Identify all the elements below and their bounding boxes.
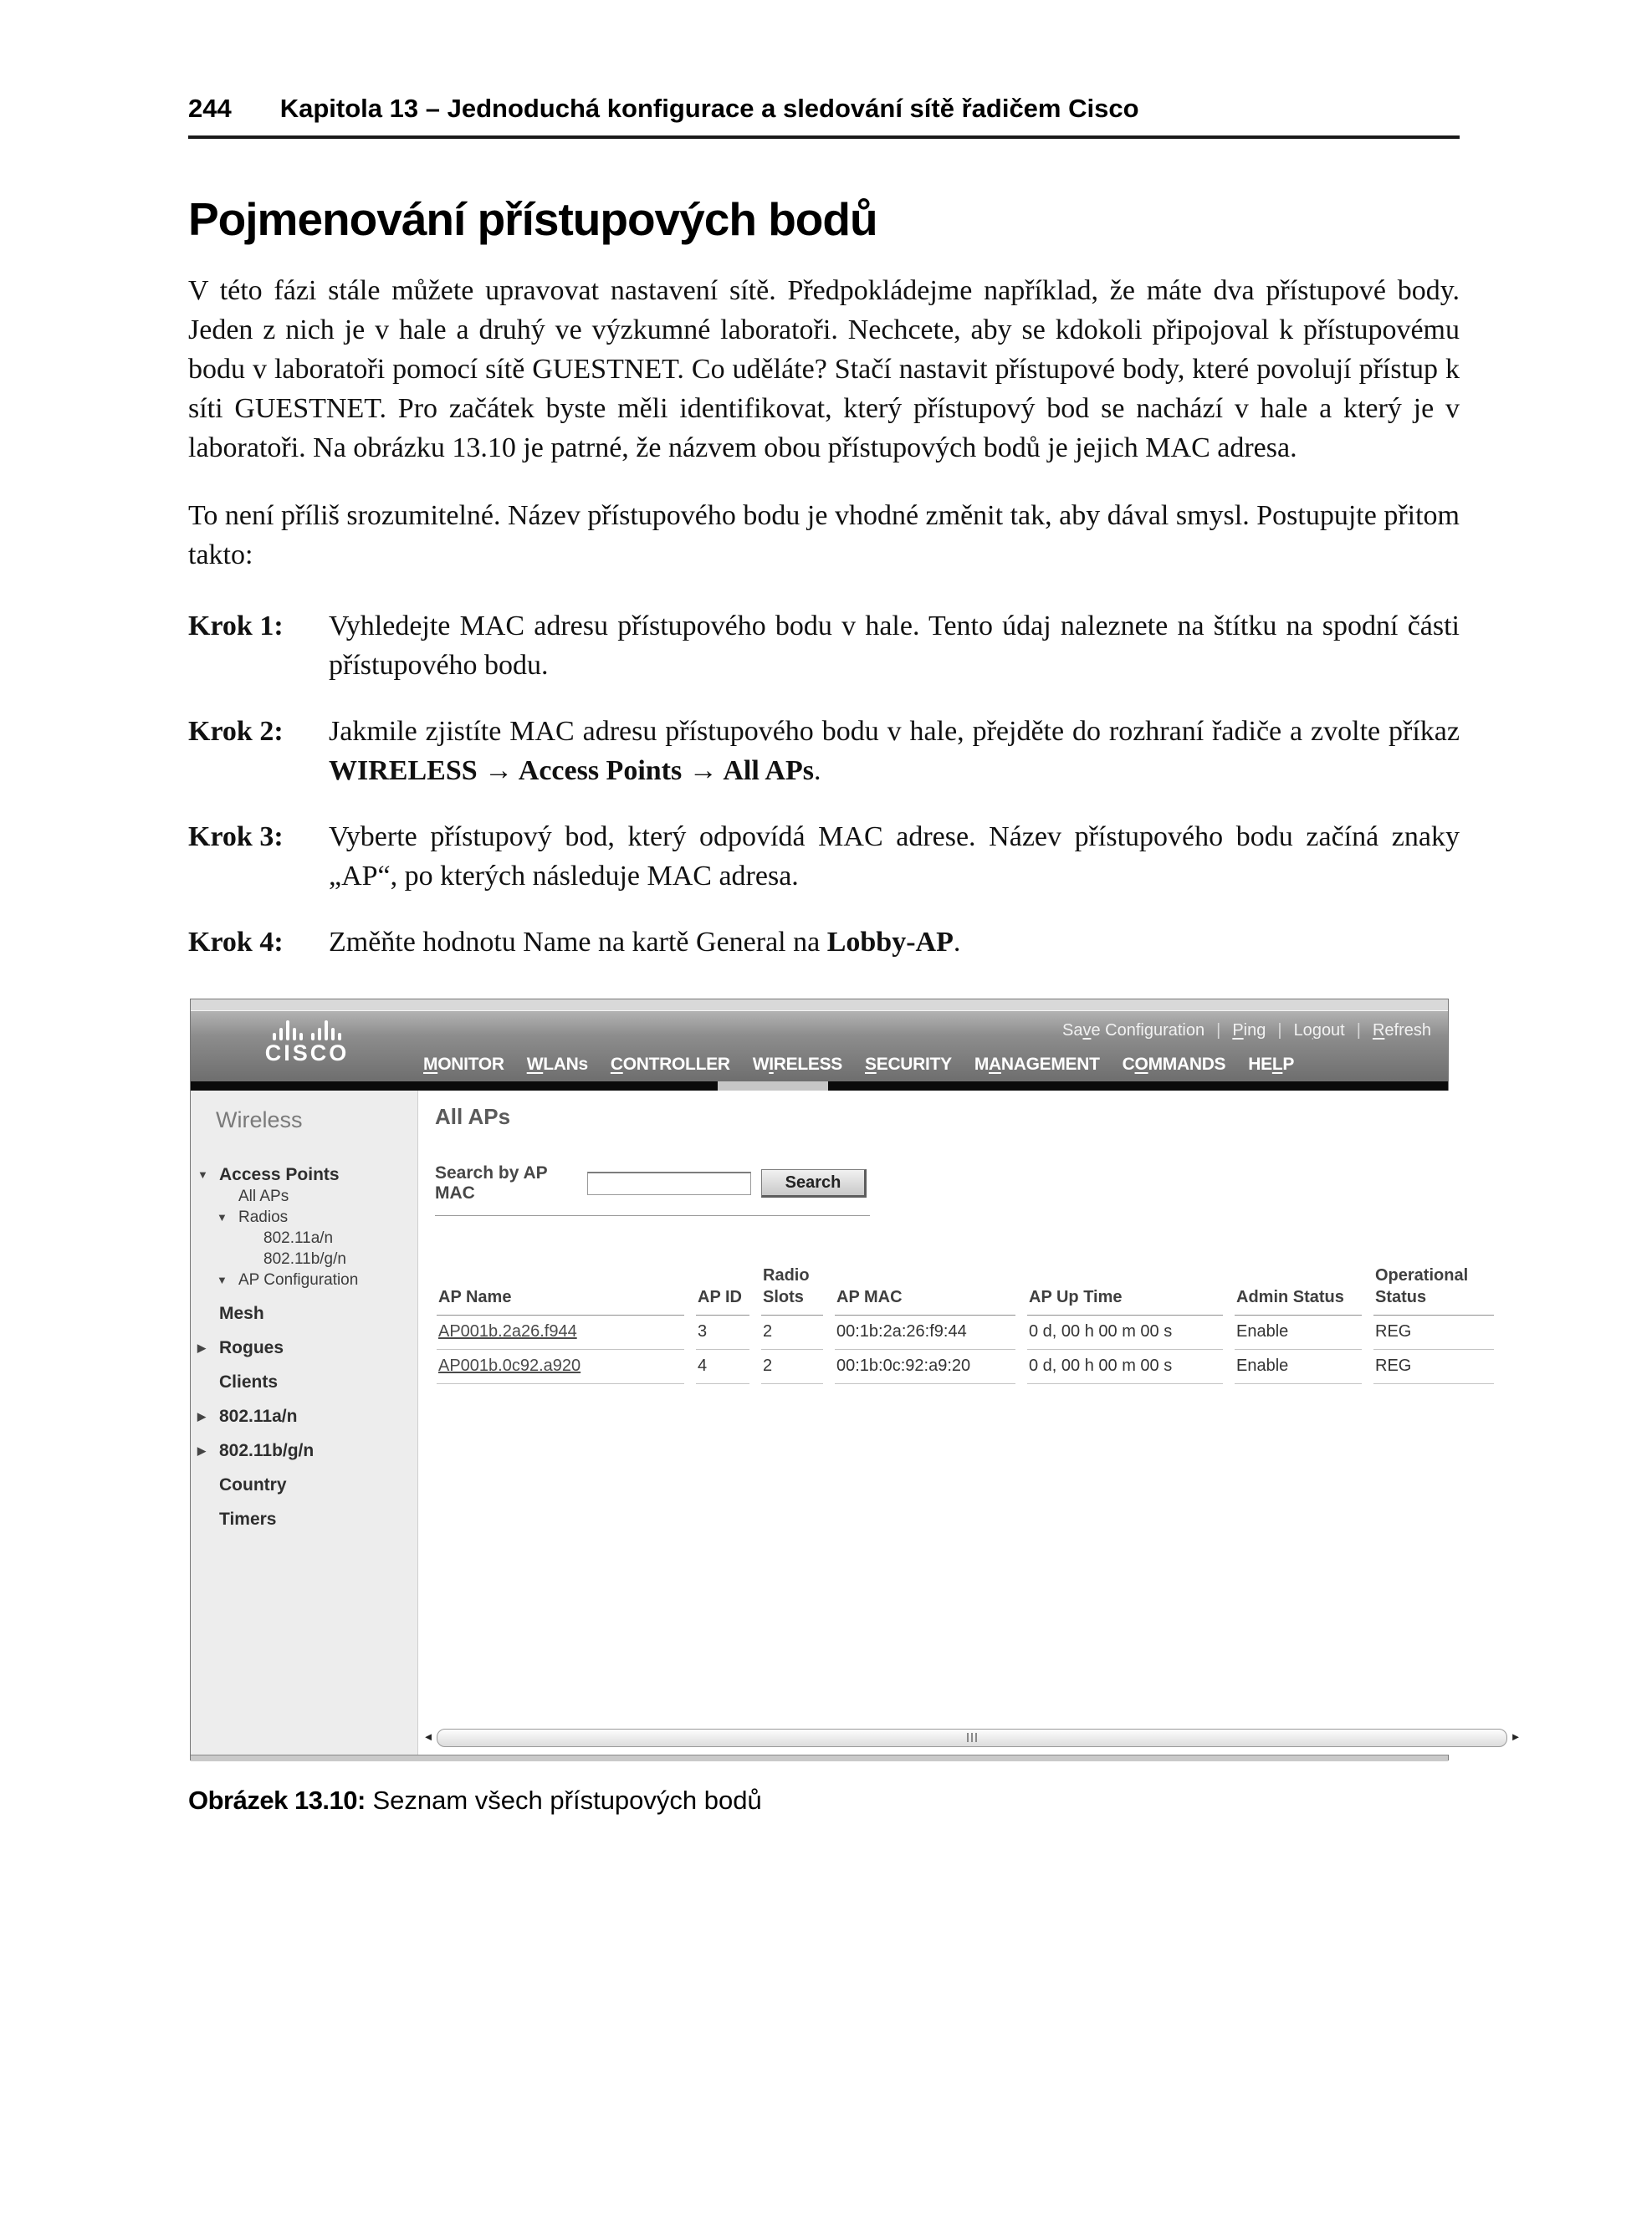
step-item: [188, 712, 1460, 790]
ap-col-header: AP ID: [696, 1265, 749, 1316]
step-text-bold: Lobby-AP: [826, 927, 954, 958]
ap-data-cell: 2: [761, 1350, 823, 1384]
paragraph-1: V této fázi stále můžete upravovat nastavení sítě. Předpokládejme například, že máte dva přístupové body. Jeden z nich je v hale a druhý ve výzkumné laboratoři. Nechcete, aby se kdokoli připojoval k přístupovému bodu v laboratoři pomocí sítě GUESTNET. Co uděláte? Stačí nastavit přístupové body, které povolují přístup k síti GUESTNET. Pro začátek byste měli identifikovat, který přístupový bod se nachází v hale a který je v laboratoři. Na obrázku 13.10 je patrné, že názvem obou přístupových bodů je jejich MAC adresa.: [188, 275, 1460, 463]
ap-col-header: AP Up Time: [1027, 1265, 1223, 1316]
menu-underline-bar: [191, 1081, 1448, 1091]
table-row: [437, 1316, 1494, 1350]
menu-item-help[interactable]: HELP: [1248, 1055, 1295, 1074]
ap-col-header: Radio Slots: [761, 1265, 823, 1316]
sidebar-item-802-11b-g-n[interactable]: ▶ 802.11b/g/n: [197, 1441, 315, 1460]
sidebar-item-802-11b-g-n[interactable]: 802.11b/g/n: [263, 1250, 346, 1268]
cisco-logo-bars-icon: [253, 1019, 361, 1040]
search-divider: [435, 1215, 870, 1216]
sidebar-item-timers[interactable]: Timers: [219, 1510, 277, 1529]
step-text-plain: Vyberte přístupový bod, který odpovídá MAC adrese. Název přístupového bodu začíná znaky „AP“, po kterých následuje MAC adresa.: [329, 821, 1460, 892]
chrome-link-save-configuration[interactable]: Save Configuration: [1061, 1021, 1205, 1040]
step-text-bold: Access Points: [518, 755, 683, 786]
scroll-right-icon[interactable]: ►: [1510, 1730, 1522, 1743]
figure-caption: [188, 1786, 1460, 1816]
ap-name-link[interactable]: AP001b.2a26.f944: [438, 1322, 577, 1341]
step-text-plain: .: [953, 927, 961, 958]
ap-data-cell: 4: [696, 1350, 749, 1384]
sidebar-item-mesh[interactable]: Mesh: [219, 1304, 264, 1323]
chevron-right-icon[interactable]: ▶: [197, 1444, 206, 1457]
ap-data-cell: REG: [1373, 1350, 1494, 1384]
chevron-right-icon[interactable]: ▶: [197, 1410, 206, 1423]
menu-item-management[interactable]: MANAGEMENT: [974, 1055, 1100, 1074]
ap-col-header: Admin Status: [1235, 1265, 1362, 1316]
search-label: Search by AP MAC: [435, 1163, 548, 1203]
step-text-bold: WIRELESS: [329, 755, 478, 786]
link-separator: |: [1277, 1021, 1282, 1040]
scrollbar-thumb[interactable]: [437, 1729, 1507, 1747]
ap-data-cell: 00:1b:2a:26:f9:44: [835, 1316, 1015, 1350]
cisco-logo-text: CISCO: [264, 1040, 350, 1065]
chrome-link-logout[interactable]: Logout: [1293, 1021, 1345, 1040]
page-number: 244: [188, 94, 232, 123]
ap-data-cell: 0 d, 00 h 00 m 00 s: [1027, 1316, 1223, 1350]
step-label: Krok 3:: [188, 821, 284, 852]
ap-data-cell: 0 d, 00 h 00 m 00 s: [1027, 1350, 1223, 1384]
figure-screenshot: [190, 999, 1522, 1760]
step-text-plain: .: [813, 755, 821, 786]
step-text: [329, 817, 1460, 896]
active-tab-marker: [718, 1081, 828, 1091]
step-text-bold: →: [477, 755, 519, 786]
cisco-logo: [253, 1019, 361, 1065]
step-text: [329, 712, 1460, 790]
controller-header-bar: [191, 1011, 1448, 1081]
ap-name-link[interactable]: AP001b.0c92.a920: [438, 1357, 581, 1375]
sidebar-item-rogues[interactable]: ▶ Rogues: [197, 1338, 284, 1357]
step-label: Krok 2:: [188, 716, 284, 747]
window-body: [191, 1091, 1522, 1755]
link-separator: |: [1356, 1021, 1361, 1040]
ap-data-cell: 00:1b:0c:92:a9:20: [835, 1350, 1015, 1384]
ap-data-cell: Enable: [1235, 1350, 1362, 1384]
step-item: [188, 922, 1460, 962]
scrollbar-grip-icon: [967, 1733, 977, 1742]
chevron-down-icon[interactable]: ▼: [217, 1211, 228, 1224]
step-text-bold: All APs: [723, 755, 814, 786]
ap-data-cell: Enable: [1235, 1316, 1362, 1350]
sidebar-item-802-11a-n[interactable]: 802.11a/n: [263, 1229, 334, 1247]
sidebar-item-clients[interactable]: Clients: [219, 1372, 279, 1392]
step-text-bold: →: [682, 755, 724, 786]
header-utility-links: [1062, 1021, 1431, 1040]
sidebar-item-list: [191, 1165, 417, 1530]
ap-name-cell: [437, 1316, 684, 1350]
step-text-plain: Změňte hodnotu Name na kartě General na: [329, 927, 827, 958]
chevron-down-icon[interactable]: ▼: [217, 1274, 228, 1286]
scroll-left-icon[interactable]: ◄: [422, 1730, 434, 1743]
table-row: [437, 1350, 1494, 1384]
step-item: [188, 606, 1460, 685]
ap-data-cell: 2: [761, 1316, 823, 1350]
step-label: Krok 1:: [188, 611, 284, 641]
ap-col-header: AP MAC: [835, 1265, 1015, 1316]
sidebar-item-country[interactable]: Country: [219, 1475, 287, 1495]
menu-item-security[interactable]: SECURITY: [865, 1055, 952, 1074]
ap-col-header: AP Name: [437, 1265, 684, 1316]
ap-data-cell: REG: [1373, 1316, 1494, 1350]
search-button[interactable]: Search: [761, 1169, 867, 1198]
sidebar-item-802-11a-n[interactable]: ▶ 802.11a/n: [197, 1407, 298, 1426]
chevron-down-icon[interactable]: ▼: [197, 1168, 208, 1181]
ap-table-header-row: [437, 1265, 1494, 1316]
chrome-link-ping[interactable]: Ping: [1232, 1021, 1266, 1040]
window-bottom-strip: [191, 1755, 1448, 1761]
menu-item-wireless[interactable]: WIRELESS: [752, 1055, 843, 1074]
sidebar-item-all-aps[interactable]: All APs: [238, 1188, 289, 1205]
wireless-sidebar: [191, 1091, 418, 1755]
paragraph-2: To není příliš srozumitelné. Název přístupového bodu je vhodné změnit tak, aby dával smysl. Postupujte přitom takto:: [188, 500, 1460, 570]
window-top-strip: [191, 999, 1448, 1011]
search-row: [435, 1163, 1506, 1203]
sidebar-item-ap-configuration[interactable]: ▼ AP Configuration: [217, 1271, 359, 1289]
all-aps-pane: [418, 1091, 1526, 1755]
pane-title: All APs: [435, 1104, 511, 1129]
sidebar-item-radios[interactable]: ▼ Radios: [217, 1209, 289, 1226]
menu-item-commands[interactable]: COMMANDS: [1122, 1055, 1226, 1074]
sidebar-item-access-points[interactable]: ▼ Access Points: [197, 1165, 340, 1184]
step-text-plain: Jakmile zjistíte MAC adresu přístupového bodu v hale, přejděte do rozhraní řadiče a zvolte příkaz: [329, 716, 1460, 747]
step-label: Krok 4:: [188, 927, 284, 958]
chrome-link-refresh[interactable]: Refresh: [1372, 1021, 1431, 1040]
running-head: [188, 94, 1460, 139]
figure-caption-text: Seznam všech přístupových bodů: [365, 1786, 762, 1815]
ap-name-cell: [437, 1350, 684, 1384]
steps-list: [188, 606, 1460, 962]
menu-item-wlans[interactable]: WLANs: [526, 1055, 588, 1074]
step-text-plain: Vyhledejte MAC adresu přístupového bodu v hale. Tento údaj naleznete na štítku na spodní části přístupového bodu.: [329, 611, 1460, 681]
link-separator: |: [1216, 1021, 1221, 1040]
step-text: [329, 922, 1460, 962]
ap-table: [425, 1265, 1506, 1384]
menu-item-monitor[interactable]: MONITOR: [423, 1055, 504, 1074]
section-title: Pojmenování přístupových bodů: [188, 193, 877, 245]
figure-caption-number: Obrázek 13.10:: [188, 1786, 366, 1815]
ap-data-cell: 3: [696, 1316, 749, 1350]
step-item: [188, 817, 1460, 896]
horizontal-scrollbar[interactable]: [422, 1727, 1522, 1747]
scrollbar-track[interactable]: [435, 1729, 1509, 1745]
step-text: [329, 606, 1460, 685]
chapter-title: Kapitola 13 – Jednoduchá konfigurace a sledování sítě řadičem Cisco: [279, 94, 1139, 123]
menu-item-controller[interactable]: CONTROLLER: [610, 1055, 730, 1074]
search-input[interactable]: [587, 1172, 751, 1195]
sidebar-title: Wireless: [216, 1107, 303, 1132]
ap-col-header: Operational Status: [1373, 1265, 1494, 1316]
chevron-right-icon[interactable]: ▶: [197, 1341, 206, 1354]
main-menu-bar: [423, 1055, 1294, 1075]
